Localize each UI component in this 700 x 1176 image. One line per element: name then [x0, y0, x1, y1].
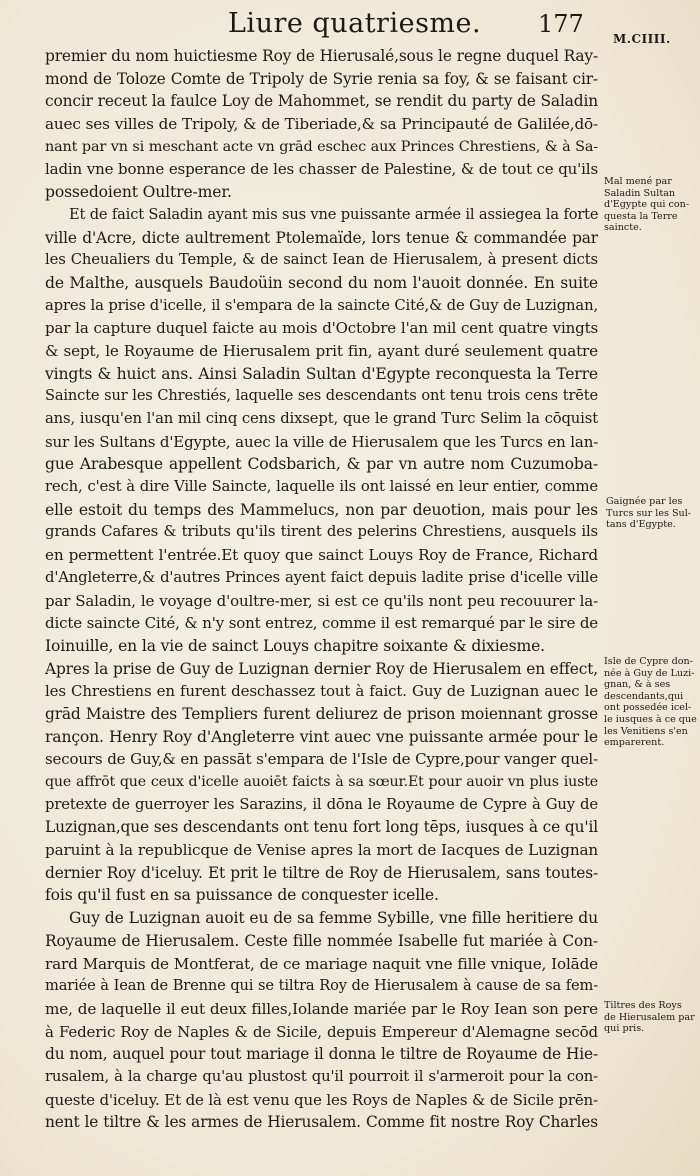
margin-note-line: emparerent. — [604, 737, 665, 749]
running-title: Liure quatriesme. — [228, 8, 482, 39]
text-line: ville d'Acre, dicte aultrement Ptolemaïde, lors tenue & commandée par — [45, 228, 598, 247]
text-line: rech, c'est à dire Ville Saincte, laquelle ils ont laissé en leur entier, comme — [45, 478, 598, 496]
margin-note-line: saincte. — [604, 222, 642, 234]
margin-note-line: de Hierusalem par — [604, 1011, 695, 1023]
margin-year: M.CIIII. — [613, 32, 671, 46]
text-line: Ioinuille, en la vie de sainct Louys chapitre soixante & dixiesme. — [45, 636, 545, 655]
text-line: Saincte sur les Chrestiés, laquelle ses descendants ont tenu trois cens trēte — [45, 387, 598, 405]
margin-note-line: Saladin Sultan — [604, 187, 676, 199]
text-line: du nom, auquel pour tout mariage il donna le tiltre de Royaume de Hie- — [45, 1045, 598, 1064]
margin-note — [604, 656, 697, 749]
margin-note-line: qui pris. — [604, 1023, 645, 1035]
text-line: dernier Roy d'iceluy. Et prit le tiltre de Roy de Hierusalem, sans toutes- — [45, 863, 598, 882]
margin-note-line: née à Guy de Luzi- — [604, 667, 695, 679]
text-line: elle estoit du temps des Mammelucs, non par deuotion, mais pour les — [45, 500, 598, 519]
text-line: concir receut la faulce Loy de Mahommet, se rendit du party de Saladin — [45, 92, 598, 111]
margin-note-line: les Venitiens s'en — [604, 725, 688, 737]
text-line: grands Cafares & tributs qu'ils tirent des pelerins Chrestiens, ausquels ils — [45, 523, 598, 541]
text-line: les Chrestiens en furent deschassez tout à faict. Guy de Luzignan auec le — [45, 682, 598, 701]
text-line: apres la prise d'icelle, il s'empara de la saincte Cité,& de Guy de Luzignan, — [45, 296, 598, 314]
margin-note — [604, 1000, 695, 1035]
running-head — [0, 6, 700, 46]
text-line: les Cheualiers du Temple, & de sainct Iean de Hierusalem, à present dicts — [45, 251, 598, 269]
margin-note-line: d'Egypte qui con- — [604, 199, 690, 211]
text-line: fois qu'il fust en sa puissance de conquester icelle. — [45, 886, 439, 905]
margin-note-line: questa la Terre — [604, 210, 678, 222]
text-line: possedoient Oultre-mer. — [45, 183, 232, 202]
text-line: me, de laquelle il eut deux filles,Iolande mariée par le Roy Iean son pere — [45, 999, 598, 1018]
text-line: dicte saincte Cité, & n'y sont entrez, comme il est remarqué par le sire de — [45, 614, 598, 633]
text-line: rusalem, à la charge qu'au plustost qu'il pourroit il s'armeroit pour la con- — [45, 1067, 598, 1085]
text-line: Royaume de Hierusalem. Ceste fille nommée Isabelle fut mariée à Con- — [45, 931, 598, 950]
text-line: nant par vn si meschant acte vn grād eschec aux Princes Chrestiens, & à Sa- — [45, 138, 598, 155]
text-line: en permettent l'entrée.Et quoy que sainct Louys Roy de France, Richard — [45, 546, 598, 565]
text-line: queste d'iceluy. Et de là est venu que les Roys de Naples & de Sicile prēn- — [45, 1090, 598, 1109]
text-line: Apres la prise de Guy de Luzignan dernier Roy de Hierusalem en effect, — [45, 659, 598, 678]
margin-note-line: ont possedée icel- — [604, 702, 692, 714]
text-line: & sept, le Royaume de Hierusalem prit fin, ayant duré seulement quatre — [45, 341, 598, 360]
text-line: Et de faict Saladin ayant mis sus vne puissante armée il assiegea la forte — [69, 205, 598, 223]
margin-note — [604, 176, 689, 234]
text-line: ladin vne bonne esperance de les chasser de Palestine, & de tout ce qu'ils — [45, 160, 598, 179]
text-line: d'Angleterre,& d'autres Princes ayent faict depuis ladite prise d'icelle ville — [45, 568, 598, 586]
text-line: auec ses villes de Tripoly, & de Tiberiade,& sa Principauté de Galilée,dō- — [45, 115, 598, 134]
text-line: grād Maistre des Templiers furent deliurez de prison moiennant grosse — [45, 704, 598, 723]
margin-note-line: descendants,qui — [604, 690, 684, 702]
text-line: de Malthe, ausquels Baudoüin second du nom l'auoit donnée. En suite — [45, 273, 598, 292]
margin-note-line: gnan, & à ses — [604, 679, 671, 691]
margin-note-line: Mal mené par — [604, 176, 672, 187]
margin-note-line: Gaignée par les — [606, 496, 683, 507]
page-number: 177 — [538, 10, 584, 38]
margin-note — [606, 496, 691, 531]
text-line: Guy de Luzignan auoit eu de sa femme Sybille, vne fille heritiere du — [69, 909, 598, 928]
text-line: paruint à la republicque de Venise apres la mort de Iacques de Luzignan — [45, 841, 598, 860]
text-line: gue Arabesque appellent Codsbarich, & par vn autre nom Cuzumoba- — [45, 455, 598, 474]
margin-note-line: le iusques à ce que — [604, 713, 697, 725]
text-line: nent le tiltre & les armes de Hierusalem. Comme fit nostre Roy Charles — [45, 1113, 598, 1132]
margin-note-line: Isle de Cypre don- — [604, 656, 693, 667]
text-line: ans, iusqu'en l'an mil cinq cens dixsept, que le grand Turc Selim la cōquist — [45, 410, 598, 427]
text-line: par Saladin, le voyage d'oultre-mer, si est ce qu'ils nont peu recouurer la- — [45, 591, 598, 610]
text-line: premier du nom huictiesme Roy de Hierusalé,sous le regne duquel Ray- — [45, 47, 598, 65]
text-line: que affrōt que ceux d'icelle auoiēt faicts à sa sœur.Et pour auoir vn plus iuste — [45, 774, 598, 790]
margin-note-line: Turcs sur les Sul- — [606, 507, 692, 519]
text-line: pretexte de guerroyer les Sarazins, il dōna le Royaume de Cypre à Guy de — [45, 795, 598, 813]
text-line: rard Marquis de Montferat, de ce mariage naquit vne fille vnique, Iolāde — [45, 954, 598, 973]
text-line: vingts & huict ans. Ainsi Saladin Sultan d'Egypte reconquesta la Terre — [45, 364, 598, 383]
text-line: Luzignan,que ses descendants ont tenu fort long tēps, iusques à ce qu'il — [45, 818, 598, 837]
margin-note-line: Tiltres des Roys — [604, 1000, 682, 1011]
text-line: par la capture duquel faicte au mois d'Octobre l'an mil cent quatre vingts — [45, 319, 598, 338]
text-line: mariée à Iean de Brenne qui se tiltra Roy de Hierusalem à cause de sa fem- — [45, 977, 598, 995]
text-line: secours de Guy,& en passāt s'empara de l'Isle de Cypre,pour vanger quel- — [45, 750, 598, 769]
margin-note-line: tans d'Egypte. — [606, 519, 676, 531]
text-line: rançon. Henry Roy d'Angleterre vint auec vne puissante armée pour le — [45, 727, 598, 746]
body-text — [45, 45, 598, 1134]
text-line: mond de Toloze Comte de Tripoly de Syrie renia sa foy, & se faisant cir- — [45, 69, 598, 88]
text-line: à Federic Roy de Naples & de Sicile, depuis Empereur d'Alemagne secōd — [45, 1022, 598, 1041]
text-line: sur les Sultans d'Egypte, auec la ville de Hierusalem que les Turcs en lan- — [45, 432, 598, 451]
